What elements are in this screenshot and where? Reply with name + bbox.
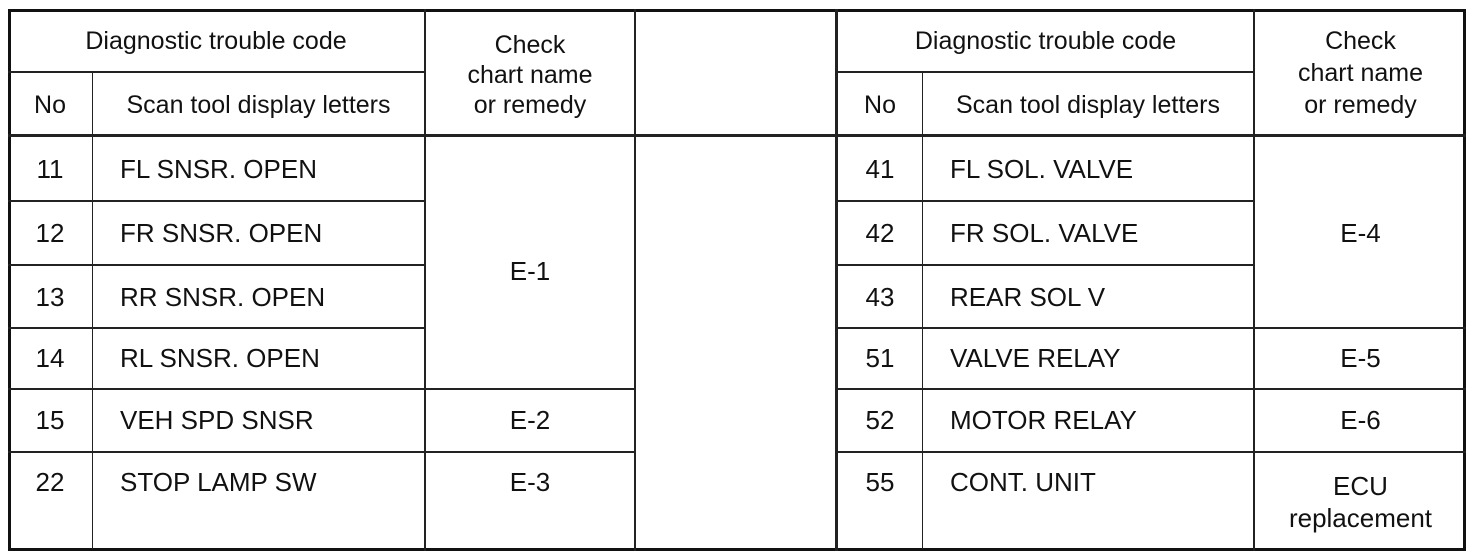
code-number: 13 bbox=[35, 282, 65, 312]
row-rule bbox=[836, 451, 1466, 453]
code-number: 43 bbox=[865, 282, 895, 312]
display-letters: REAR SOL V bbox=[950, 282, 1106, 312]
col-rule bbox=[922, 73, 923, 549]
remedy-e3: E-3 bbox=[509, 467, 551, 497]
display-letters: FR SNSR. OPEN bbox=[120, 218, 323, 248]
row-rule bbox=[8, 451, 634, 453]
remedy-e6: E-6 bbox=[1340, 405, 1381, 435]
row-rule bbox=[836, 200, 1254, 202]
display-letters: MOTOR RELAY bbox=[950, 405, 1137, 435]
code-number: 12 bbox=[35, 218, 65, 248]
col-rule bbox=[634, 9, 636, 551]
left-header-no: No bbox=[34, 91, 66, 119]
left-header-check-line2: chart name bbox=[467, 61, 593, 89]
remedy-e2: E-2 bbox=[509, 405, 551, 435]
right-header-check-line1: Check bbox=[1325, 27, 1396, 55]
right-header-letters: Scan tool display letters bbox=[955, 91, 1221, 119]
display-letters: STOP LAMP SW bbox=[120, 467, 317, 497]
right-header-no: No bbox=[864, 91, 896, 119]
code-number: 52 bbox=[865, 405, 895, 435]
remedy-e4: E-4 bbox=[1340, 218, 1381, 248]
row-rule bbox=[8, 388, 634, 390]
display-letters: RL SNSR. OPEN bbox=[120, 343, 320, 373]
row-rule bbox=[8, 327, 425, 329]
left-header-letters: Scan tool display letters bbox=[126, 91, 391, 119]
left-header-divider bbox=[8, 71, 425, 73]
remedy-e5: E-5 bbox=[1340, 343, 1381, 373]
code-number: 55 bbox=[865, 467, 895, 497]
row-rule bbox=[8, 264, 425, 266]
code-number: 42 bbox=[865, 218, 895, 248]
code-number: 14 bbox=[35, 343, 65, 373]
display-letters: RR SNSR. OPEN bbox=[120, 282, 326, 312]
row-rule bbox=[8, 200, 425, 202]
right-header-divider bbox=[836, 71, 1254, 73]
left-header-check-line1: Check bbox=[494, 31, 566, 59]
code-number: 51 bbox=[865, 343, 895, 373]
remedy-ecu-line1: ECU bbox=[1333, 471, 1388, 501]
right-header-group: Diagnostic trouble code bbox=[914, 27, 1177, 55]
display-letters: CONT. UNIT bbox=[950, 467, 1096, 497]
code-number: 41 bbox=[865, 154, 895, 184]
header-bottom-rule bbox=[8, 134, 1466, 137]
display-letters: VALVE RELAY bbox=[950, 343, 1121, 373]
row-rule bbox=[836, 388, 1466, 390]
row-rule bbox=[836, 327, 1466, 329]
remedy-e1: E-1 bbox=[509, 256, 551, 286]
remedy-ecu-line2: replacement bbox=[1288, 503, 1433, 533]
col-rule bbox=[92, 73, 93, 549]
display-letters: FR SOL. VALVE bbox=[950, 218, 1139, 248]
code-number: 11 bbox=[36, 154, 64, 184]
display-letters: VEH SPD SNSR bbox=[120, 405, 314, 435]
display-letters: FL SOL. VALVE bbox=[950, 154, 1134, 184]
row-rule bbox=[836, 264, 1254, 266]
left-header-group: Diagnostic trouble code bbox=[85, 27, 347, 55]
left-header-check-line3: or remedy bbox=[473, 91, 587, 119]
display-letters: FL SNSR. OPEN bbox=[120, 154, 317, 184]
right-header-check-line3: or remedy bbox=[1304, 91, 1417, 119]
right-header-check-line2: chart name bbox=[1297, 59, 1424, 87]
code-number: 22 bbox=[35, 467, 65, 497]
col-rule bbox=[1253, 9, 1255, 551]
code-number: 15 bbox=[35, 405, 65, 435]
